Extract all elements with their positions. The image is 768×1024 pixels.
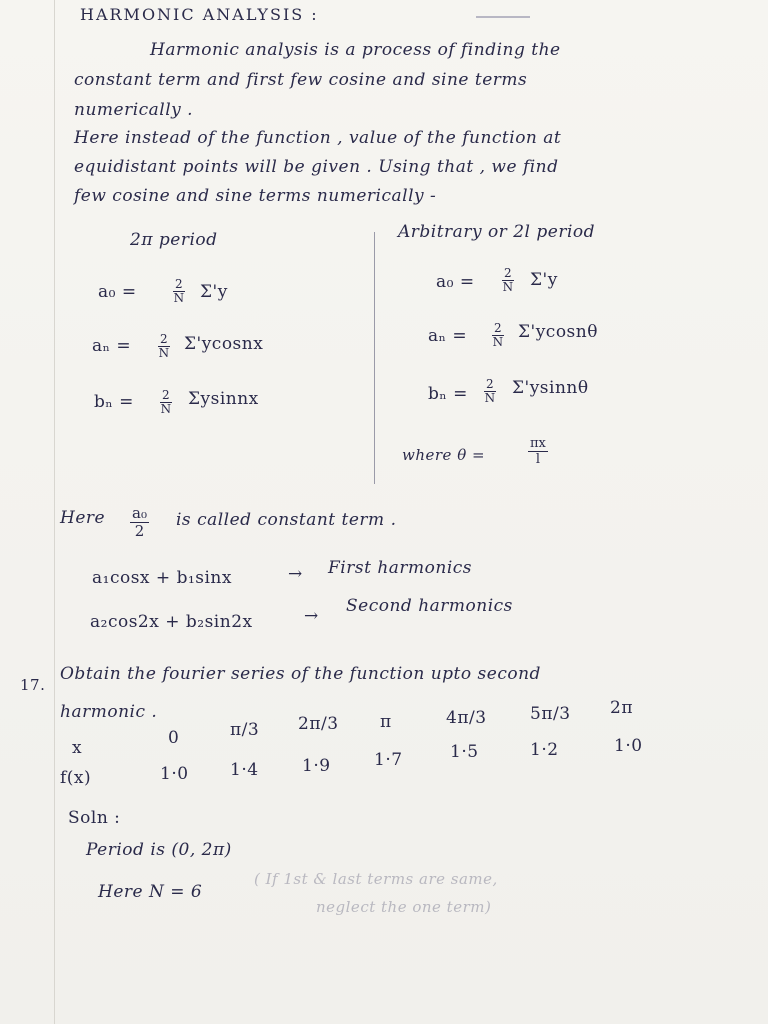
x-value: π/3	[230, 720, 260, 740]
faint-note-line-2: neglect the one term)	[316, 898, 492, 916]
first-harmonic-arrow: →	[288, 564, 303, 584]
intro-line-3: numerically .	[74, 100, 194, 120]
right-a0-lhs: a₀ =	[436, 272, 475, 292]
x-value: 5π/3	[530, 704, 571, 724]
fx-value: 1·2	[530, 740, 559, 760]
second-harmonic-arrow: →	[304, 606, 319, 626]
solution-label: Soln :	[68, 808, 121, 828]
left-a0-rhs: Σ'y	[200, 282, 228, 302]
right-a0-fraction: $\frac{2}{N}$	[502, 266, 514, 294]
fx-value: 1·4	[230, 760, 259, 780]
column-divider	[374, 232, 375, 484]
left-bn-fraction: $\frac{2}{N}$	[160, 388, 172, 416]
problem-number: 17.	[20, 676, 46, 694]
table-fx-label: f(x)	[60, 768, 92, 788]
left-an-lhs: aₙ =	[92, 336, 132, 356]
intro-line-2: constant term and first few cosine and sine terms	[74, 70, 528, 90]
heading-scribble	[476, 16, 530, 18]
fx-value: 1·5	[450, 742, 479, 762]
solution-n: Here N = 6	[98, 882, 203, 902]
constant-note-fraction: $\frac{\text{a₀}}{2}$	[132, 504, 147, 540]
x-value: 2π	[610, 698, 633, 718]
theta-fraction: $\frac{\pi x}{l}$	[530, 436, 546, 467]
right-bn-rhs: Σ'ysinnθ	[512, 378, 589, 398]
constant-note-prefix: Here	[60, 508, 106, 528]
fx-value: 1·0	[614, 736, 643, 756]
first-harmonic-expr: a₁cosx + b₁sinx	[92, 568, 232, 588]
margin-line	[54, 0, 55, 1024]
problem-line-2: harmonic .	[60, 702, 158, 722]
left-column-header: 2π period	[130, 230, 218, 250]
left-an-fraction: $\frac{2}{N}$	[158, 332, 170, 360]
solution-period: Period is (0, 2π)	[86, 840, 232, 860]
right-an-rhs: Σ'ycosnθ	[518, 322, 598, 342]
page-heading: HARMONIC ANALYSIS :	[80, 5, 319, 24]
problem-line-1: Obtain the fourier series of the function upto second	[60, 664, 541, 684]
left-a0-lhs: a₀ =	[98, 282, 137, 302]
fx-value: 1·0	[160, 764, 189, 784]
x-value: 2π/3	[298, 714, 339, 734]
fx-value: 1·7	[374, 750, 403, 770]
constant-note-suffix: is called constant term .	[176, 510, 397, 530]
left-bn-lhs: bₙ =	[94, 392, 134, 412]
intro-line-5: equidistant points will be given . Using that , we find	[74, 157, 559, 177]
first-harmonic-label: First harmonics	[328, 558, 473, 578]
faint-note-line-1: ( If 1st & last terms are same,	[254, 870, 498, 888]
right-a0-rhs: Σ'y	[530, 270, 558, 290]
intro-line-6: few cosine and sine terms numerically -	[74, 186, 437, 206]
where-theta: where θ =	[402, 446, 486, 464]
intro-line-1: Harmonic analysis is a process of finding the	[150, 40, 561, 60]
x-value: 0	[168, 728, 180, 748]
fx-value: 1·9	[302, 756, 331, 776]
right-column-header: Arbitrary or 2l period	[398, 222, 595, 242]
right-an-lhs: aₙ =	[428, 326, 468, 346]
left-a0-fraction: $\frac{2}{N}$	[173, 277, 185, 305]
second-harmonic-expr: a₂cos2x + b₂sin2x	[90, 612, 253, 632]
left-an-rhs: Σ'ycosnx	[184, 334, 264, 354]
x-value: 4π/3	[446, 708, 487, 728]
second-harmonic-label: Second harmonics	[346, 596, 513, 616]
table-x-label: x	[72, 738, 83, 758]
right-an-fraction: $\frac{2}{N}$	[492, 321, 504, 349]
intro-line-4: Here instead of the function , value of the function at	[74, 128, 562, 148]
left-bn-rhs: Σysinnx	[188, 389, 259, 409]
right-bn-fraction: $\frac{2}{N}$	[484, 377, 496, 405]
right-bn-lhs: bₙ =	[428, 384, 468, 404]
x-value: π	[380, 712, 392, 732]
